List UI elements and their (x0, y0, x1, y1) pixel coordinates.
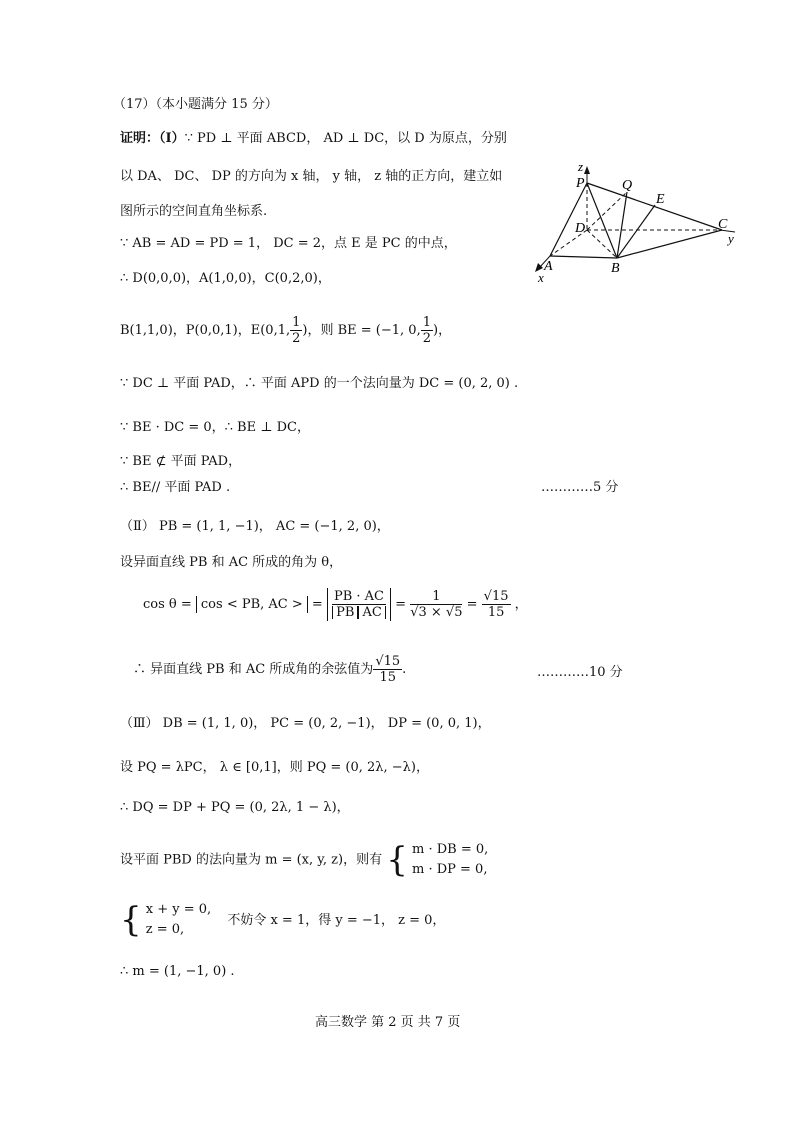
part2-conclusion (133, 655, 406, 684)
part3-line3: ∴ DQ = DP + PQ = (0, 2λ, 1 − λ)， (120, 800, 350, 815)
part1-line5: ∴ D(0,0,0)，A(1,0,0)，C(0,2,0)， (120, 271, 331, 286)
page-footer: 高三数学 第 2 页 共 7 页 (315, 1015, 461, 1030)
part1-line8: ∵ BE · DC = 0，∴ BE ⊥ DC， (120, 420, 310, 435)
part3-line5 (120, 900, 445, 940)
part2-line2: 设异面直线 PB 和 AC 所成的角为 θ， (120, 555, 343, 570)
part3-line6: ∴ m = (1, −1, 0) . (120, 964, 235, 979)
part2-line1: （Ⅱ） PB = (1, 1, −1)， AC = (−1, 2, 0)， (120, 519, 390, 534)
part1-line1 (120, 132, 507, 145)
label-x: x (538, 270, 544, 285)
part3-line1: （Ⅲ） DB = (1, 1, 0)， PC = (0, 2, −1)， DP = (0, 0, 1)， (120, 716, 491, 731)
system1-eq2: m · DP = 0, (412, 862, 488, 877)
frac-den: 2 (422, 331, 431, 346)
eq-3: = (466, 597, 478, 612)
frac-num: 1 (292, 315, 301, 330)
part1-line10: ∴ BE// 平面 PAD . (120, 480, 231, 495)
vector-be: )，则 BE = (−1, 0, (302, 323, 421, 338)
system2-eq2: z = 0, (145, 922, 185, 937)
f2-num: 1 (410, 590, 462, 605)
big-den (332, 605, 386, 619)
label-e: E (656, 192, 665, 207)
label-b: B (611, 261, 620, 276)
cos-lhs: cos θ = (143, 597, 192, 612)
system-1 (412, 840, 488, 880)
f3-den: 15 (379, 670, 396, 685)
label-z: z (578, 159, 584, 174)
eq-1: = (311, 597, 323, 612)
cos-tail: ， (514, 597, 528, 612)
conclusion-period: . (402, 662, 407, 677)
proof-label: 证明：（Ⅰ） (120, 131, 185, 146)
system-brace-2: { (120, 900, 142, 940)
eq-2: = (395, 597, 407, 612)
norm-pb: PB (332, 606, 358, 619)
frac-den: 2 (292, 331, 301, 346)
big-num: PB · AC (333, 589, 385, 604)
part1-line4: ∵ AB = AD = PD = 1， DC = 2，点 E 是 PC 的中点， (120, 236, 457, 251)
problem-header: （17）（本小题满分 15 分） (113, 97, 278, 112)
label-a: A (544, 259, 553, 274)
part1-line6 (120, 316, 451, 345)
system2-eq1: x + y = 0, (145, 902, 212, 917)
label-y: y (728, 231, 734, 246)
part1-line7: ∵ DC ⊥ 平面 PAD，∴ 平面 APD 的一个法向量为 DC = (0, 2, 0) . (120, 376, 519, 391)
f2-den: √3 × √5 (410, 605, 463, 620)
label-q: Q (622, 178, 633, 193)
frac-num: 1 (422, 315, 431, 330)
f3-num: √15 (375, 654, 401, 669)
score-5: …………5 分 (541, 480, 619, 495)
part1-line1-text: ∵ PD ⊥ 平面 ABCD， AD ⊥ DC，以 D 为原点，分别 (184, 131, 507, 146)
cos-abs: cos < PB, AC > (196, 596, 308, 613)
system2-tail: 不妨令 x = 1，得 y = −1， z = 0， (227, 912, 446, 928)
fraction-one-over-root (410, 590, 462, 619)
norm-ac: AC (358, 606, 385, 619)
fraction-half-2 (421, 316, 433, 345)
line6-tail: )， (433, 323, 452, 338)
system-2 (146, 900, 211, 940)
f3-den: 15 (487, 605, 505, 620)
big-fraction (332, 590, 386, 619)
system1-eq1: m · DB = 0, (412, 842, 489, 857)
part1-line3: 图所示的空间直角坐标系. (120, 204, 268, 219)
f3-num: √15 (483, 589, 509, 604)
big-fraction-abs (327, 588, 391, 621)
fraction-root15-2 (373, 655, 402, 684)
label-c: C (718, 217, 728, 232)
fraction-root15 (482, 590, 511, 619)
fraction-half-1 (290, 316, 302, 345)
normal-vector-text: 设平面 PBD 的法向量为 m = (x, y, z)，则有 (120, 852, 383, 868)
label-p: P (576, 176, 585, 191)
part3-line4 (120, 840, 488, 880)
score-10: …………10 分 (537, 665, 623, 680)
part1-line2: 以 DA、 DC、 DP 的方向为 x 轴， y 轴， z 轴的正方向，建立如 (120, 169, 503, 184)
coords-b-p-e: B(1,1,0)，P(0,0,1)，E(0,1, (120, 323, 291, 338)
conclusion-text: ∴ 异面直线 PB 和 AC 所成角的余弦值为 (133, 662, 374, 677)
label-d: D (575, 221, 586, 236)
geometry-figure (525, 158, 745, 288)
system-brace-1: { (386, 840, 408, 880)
cos-formula (143, 588, 528, 621)
part3-line2: 设 PQ = λPC， λ ∈ [0,1]，则 PQ = (0, 2λ, −λ)， (120, 760, 429, 775)
part1-line9: ∵ BE ⊄ 平面 PAD， (120, 454, 242, 469)
